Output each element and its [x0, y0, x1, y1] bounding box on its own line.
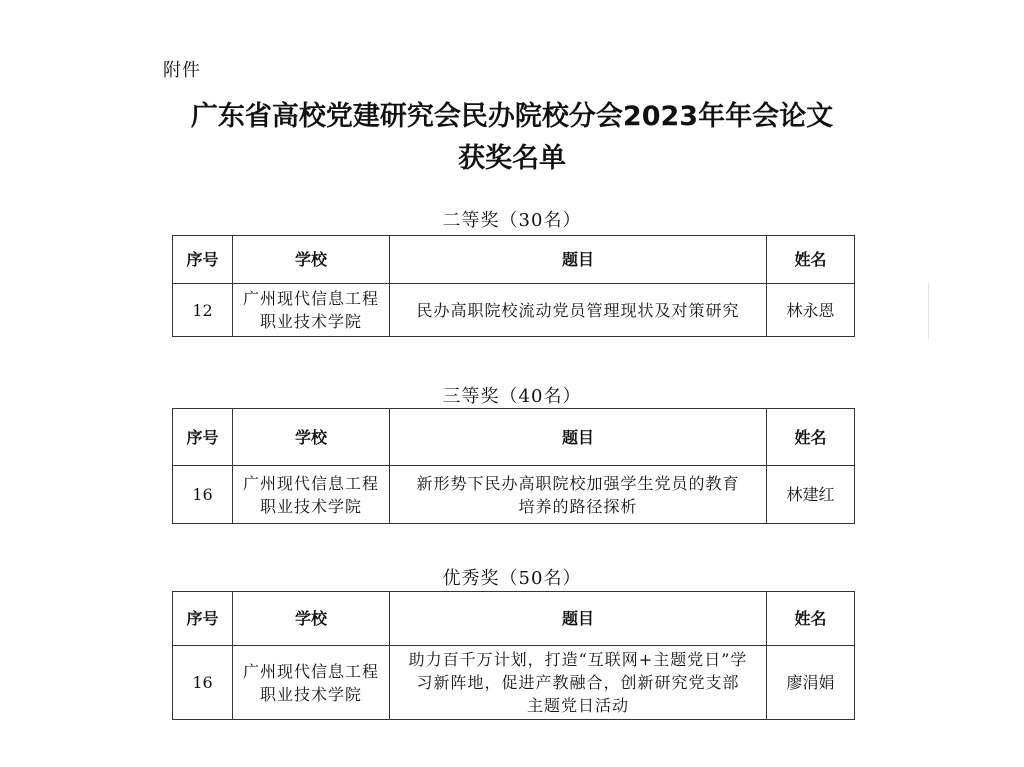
row-name: 林建红: [767, 466, 855, 524]
school-line-1: 广州现代信息工程: [242, 661, 379, 681]
topic-line-2: 培养的路径探析: [518, 496, 638, 516]
header-topic: 题目: [390, 409, 767, 466]
row-name: 廖涓娟: [767, 646, 855, 720]
header-school: 学校: [233, 592, 390, 646]
table-header-row: [173, 592, 855, 646]
section-heading-second-prize: 二等奖（30名）: [442, 210, 582, 231]
row-topic: [390, 284, 767, 337]
header-name: 姓名: [767, 236, 855, 284]
table-row: [173, 646, 855, 720]
header-topic: 题目: [390, 592, 767, 646]
header-no: 序号: [173, 236, 233, 284]
row-topic: [390, 466, 767, 524]
document-title: 广东省高校党建研究会民办院校分会2023年年会论文: [190, 101, 834, 132]
table-row: [173, 284, 855, 337]
attachment-label: 附件: [163, 60, 201, 81]
award-table-excellence-award: [172, 591, 855, 720]
table-header-row: [173, 236, 855, 284]
award-table-third-prize: [172, 408, 855, 524]
header-name: 姓名: [767, 409, 855, 466]
school-line-1: 广州现代信息工程: [242, 473, 379, 493]
row-topic: [390, 646, 767, 720]
header-name: 姓名: [767, 592, 855, 646]
row-school: [233, 284, 390, 337]
header-topic: 题目: [390, 236, 767, 284]
row-school: [233, 466, 390, 524]
school-line-2: 职业技术学院: [259, 684, 362, 704]
school-line-2: 职业技术学院: [259, 312, 362, 331]
topic-line-1: 新形势下民办高职院校加强学生党员的教育: [416, 473, 740, 493]
topic-line-1: 助力百千万计划，打造“互联网+主题党日”学: [408, 650, 748, 669]
row-no: 12: [173, 284, 233, 337]
award-table-second-prize: [172, 235, 855, 337]
row-no: 16: [173, 466, 233, 524]
table-row: [173, 466, 855, 524]
header-no: 序号: [173, 592, 233, 646]
section-heading-excellence-award: 优秀奖（50名）: [442, 568, 582, 589]
header-no: 序号: [173, 409, 233, 466]
row-school: [233, 646, 390, 720]
school-line-2: 职业技术学院: [259, 496, 362, 516]
topic-line-2: 习新阵地，促进产教融合，创新研究党支部: [416, 673, 740, 692]
section-heading-third-prize: 三等奖（40名）: [442, 386, 582, 407]
topic-line-3: 主题党日活动: [526, 696, 629, 715]
row-name: 林永恩: [767, 284, 855, 337]
header-school: 学校: [233, 409, 390, 466]
header-school: 学校: [233, 236, 390, 284]
school-line-1: 广州现代信息工程: [242, 289, 379, 308]
topic-line-1: 民办高职院校流动党员管理现状及对策研究: [416, 300, 740, 320]
document-subtitle: 获奖名单: [458, 143, 566, 174]
edge-divider: [928, 283, 929, 339]
row-no: 16: [173, 646, 233, 720]
table-header-row: [173, 409, 855, 466]
